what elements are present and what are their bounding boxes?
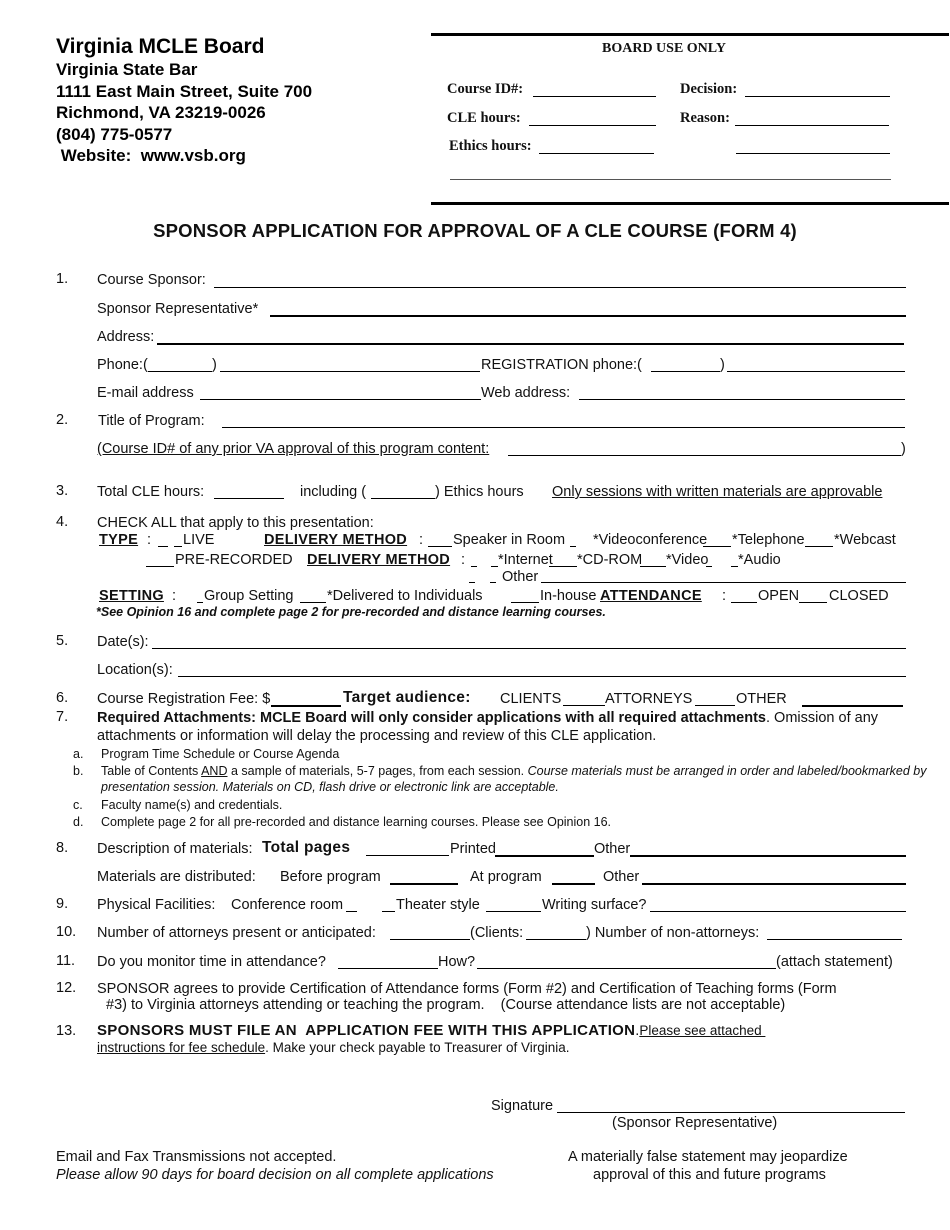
header-address <box>56 34 312 167</box>
certification-line-1: SPONSOR agrees to provide Certification of Attendance forms (Form #2) and Certification of Teaching forms (Form <box>97 981 837 997</box>
other-audience-label: OTHER <box>736 691 787 707</box>
monitor-time-label: Do you monitor time in attendance? <box>97 954 326 970</box>
prerecorded-checkbox[interactable] <box>146 552 174 567</box>
item-number-5: 5. <box>56 633 69 649</box>
attachment-b-letter: b. <box>73 764 84 778</box>
attachment-a-letter: a. <box>73 747 84 761</box>
including-label: including ( <box>300 484 367 500</box>
org-name: Virginia MCLE Board <box>56 35 265 58</box>
certification-line-2: #3) to Virginia attorneys attending or teaching the program. (Course attendance lists are not acceptable) <box>106 997 786 1013</box>
total-pages-label: Total pages <box>262 839 351 856</box>
fee-field[interactable] <box>271 691 341 707</box>
footer-transmissions: Email and Fax Transmissions not accepted. <box>56 1149 337 1165</box>
attachment-c-letter: c. <box>73 798 83 812</box>
decision-label: Decision: <box>680 81 738 97</box>
theater-checkbox[interactable] <box>382 897 395 912</box>
phone-field[interactable] <box>220 357 480 372</box>
website: Website: www.vsb.org <box>56 146 246 165</box>
program-title-label: Title of Program: <box>98 413 205 429</box>
sponsor-rep-label: Sponsor Representative* <box>97 301 259 317</box>
attachment-b-line-2: presentation session. Materials on CD, flash drive or electronic link are acceptable. <box>101 780 559 794</box>
closed-checkbox[interactable] <box>799 588 827 603</box>
city-address: Richmond, VA 23219-0026 <box>56 103 266 122</box>
attachment-b-text-2: a sample of materials, 5-7 pages, from each session. <box>227 764 528 778</box>
email-label: E-mail address <box>97 385 194 401</box>
web-label: Web address: <box>481 385 571 401</box>
writing-checkbox[interactable] <box>486 897 541 912</box>
board-use-heading: BOARD USE ONLY <box>602 41 726 56</box>
street-address: 1111 East Main Street, Suite 700 <box>56 81 313 101</box>
signature-field[interactable] <box>557 1098 905 1113</box>
fee-instructions-link-1[interactable]: Please see attached <box>639 1023 766 1038</box>
item-number-7: 7. <box>56 709 69 725</box>
cle-hours-label: CLE hours: <box>447 110 521 126</box>
attorneys-checkbox[interactable] <box>695 691 735 706</box>
fee-notice-rest: . Make your check payable to Treasurer of Virginia. <box>265 1040 570 1055</box>
cdrom-checkbox[interactable] <box>549 552 577 567</box>
audio-checkbox[interactable] <box>731 552 738 567</box>
attachment-b-text-1: Table of Contents <box>101 764 202 778</box>
attachments-line-1 <box>97 709 878 727</box>
phone-label: Phone:( <box>97 357 148 373</box>
item-number-8: 8. <box>56 840 69 856</box>
board-use-box <box>431 33 949 205</box>
how-label: How? <box>438 954 476 970</box>
telephone-label: *Telephone <box>732 532 805 548</box>
open-label: OPEN <box>758 588 800 604</box>
writing-surface-field[interactable] <box>650 897 906 912</box>
group-checkbox[interactable] <box>197 588 203 603</box>
how-field[interactable] <box>477 954 776 969</box>
prerecorded-label: PRE-RECORDED <box>175 552 293 568</box>
facilities-label: Physical Facilities: <box>97 897 216 913</box>
attachment-d-letter: d. <box>73 815 84 829</box>
location-field[interactable] <box>178 662 906 677</box>
printed-label: Printed <box>450 841 496 857</box>
phone-close: ) <box>212 357 217 373</box>
address-label: Address: <box>97 329 155 345</box>
item-number-3: 3. <box>56 483 69 499</box>
attachments-line-2: attachments or information will delay the processing and review of this CLE application. <box>97 728 657 744</box>
video-label: *Video <box>666 552 709 568</box>
web-field[interactable] <box>579 385 905 400</box>
group-label: Group Setting <box>204 588 294 604</box>
phone-number: (804) 775-0577 <box>56 124 173 144</box>
signature-label: Signature <box>491 1098 554 1114</box>
fee-notice-line-2 <box>97 1039 570 1057</box>
speaker-label: Speaker in Room <box>453 532 566 548</box>
other-delivery-label: Other <box>502 569 539 585</box>
item-number-2: 2. <box>56 412 69 428</box>
other-materials-field[interactable] <box>630 841 906 857</box>
dates-label: Date(s): <box>97 634 149 650</box>
location-label: Location(s): <box>97 662 173 678</box>
course-sponsor-label: Course Sponsor: <box>97 272 206 288</box>
other-distribution-label: Other <box>603 869 640 885</box>
item-number-6: 6. <box>56 690 69 706</box>
decision-field[interactable] <box>745 81 890 97</box>
distributed-label: Materials are distributed: <box>97 869 256 885</box>
attachment-b-and: AND <box>201 764 228 778</box>
internet-label: *Internet <box>498 552 553 568</box>
attachment-c: Faculty name(s) and credentials. <box>101 798 283 812</box>
conference-room-label: Conference room <box>231 897 344 913</box>
non-attorneys-field[interactable] <box>767 925 902 940</box>
prior-approval-field[interactable] <box>508 441 901 456</box>
attachment-b-italic-1: Course materials must be arranged in order and labeled/bookmarked by <box>527 764 927 778</box>
before-program-label: Before program <box>280 869 381 885</box>
item-number-1: 1. <box>56 271 69 287</box>
total-hours-label: Total CLE hours: <box>97 484 205 500</box>
delivery-method-label: DELIVERY METHOD <box>264 532 408 548</box>
item-number-4: 4. <box>56 514 69 530</box>
attorneys-count-label: Number of attorneys present or anticipated: <box>97 925 376 941</box>
ethics-hours-field[interactable] <box>539 138 654 154</box>
at-program-field[interactable] <box>552 869 595 885</box>
opinion-16-note: *See Opinion 16 and complete page 2 for pre-recorded and distance learning courses. <box>96 605 606 619</box>
total-pages-field[interactable] <box>366 841 449 856</box>
live-checkbox-2[interactable] <box>174 532 182 547</box>
at-program-label: At program <box>470 869 542 885</box>
attachment-d: Complete page 2 for all pre-recorded and distance learning courses. Please see Opinion 16. <box>101 815 612 829</box>
other-delivery-field[interactable] <box>541 568 906 583</box>
clients-checkbox[interactable] <box>563 691 605 706</box>
fee-notice-line-1 <box>97 1022 765 1040</box>
internet-checkbox-a[interactable] <box>471 552 477 567</box>
materials-desc-label: Description of materials: <box>97 841 253 857</box>
video-checkbox[interactable] <box>640 552 666 567</box>
reason-field-2[interactable] <box>736 138 890 154</box>
speaker-checkbox[interactable] <box>428 532 452 547</box>
setting-label: SETTING <box>99 588 164 604</box>
delivery-method-label-2: DELIVERY METHOD <box>307 552 451 568</box>
attorneys-label: ATTORNEYS <box>605 691 693 707</box>
check-all-label: CHECK ALL that apply to this presentation: <box>97 515 374 531</box>
item-number-9: 9. <box>56 896 69 912</box>
attachments-bold: Required Attachments: MCLE Board will only consider applications with all required attachments <box>97 710 766 726</box>
printed-field[interactable] <box>495 841 594 857</box>
individuals-label: *Delivered to Individuals <box>327 588 483 604</box>
sponsor-rep-field[interactable] <box>270 300 906 317</box>
non-attorneys-label: ) Number of non-attorneys: <box>586 925 760 941</box>
item-number-13: 13. <box>56 1023 77 1039</box>
audio-label: *Audio <box>738 552 781 568</box>
writing-surface-label: Writing surface? <box>542 897 647 913</box>
cle-hours-field[interactable] <box>529 110 656 126</box>
target-audience-label: Target audience: <box>343 689 471 706</box>
attendance-label: ATTENDANCE <box>600 588 702 604</box>
webcast-checkbox[interactable] <box>805 532 833 547</box>
cdrom-label: *CD-ROM <box>577 552 643 568</box>
footer-decision-time: Please allow 90 days for board decision on all complete applications <box>56 1167 494 1183</box>
fee-instructions-link-2[interactable]: instructions for fee schedule <box>97 1040 266 1055</box>
closed-label: CLOSED <box>829 588 889 604</box>
signature-sub-label: (Sponsor Representative) <box>612 1115 778 1131</box>
reg-phone-label: REGISTRATION phone:( <box>481 357 642 373</box>
ethics-hours-label: Ethics hours: <box>449 138 532 154</box>
inhouse-checkbox[interactable] <box>511 588 539 603</box>
open-checkbox[interactable] <box>731 588 757 603</box>
phone-area-field[interactable] <box>148 357 212 372</box>
reg-phone-area-field[interactable] <box>651 357 720 372</box>
course-id-label: Course ID#: <box>447 81 524 97</box>
clients-label: CLIENTS <box>500 691 562 707</box>
conference-room-checkbox[interactable] <box>346 897 357 912</box>
address-field[interactable] <box>157 328 904 345</box>
webcast-label: *Webcast <box>834 532 896 548</box>
bar-name: Virginia State Bar <box>56 60 198 79</box>
course-sponsor-field[interactable] <box>214 272 906 288</box>
item-number-12: 12. <box>56 980 77 996</box>
course-id-field[interactable] <box>533 81 656 97</box>
live-checkbox[interactable] <box>158 532 168 547</box>
email-field[interactable] <box>200 385 481 400</box>
videoconf-checkbox[interactable] <box>570 532 576 547</box>
item-number-11: 11. <box>56 953 76 969</box>
reason-field[interactable] <box>735 110 889 126</box>
fee-notice-bold: SPONSORS MUST FILE AN APPLICATION FEE WITH THIS APPLICATION <box>97 1022 636 1039</box>
clients-count-field[interactable] <box>526 925 586 940</box>
type-label: TYPE <box>99 532 139 548</box>
inhouse-label: In-house <box>540 588 597 604</box>
ethics-label: ) Ethics hours <box>435 484 524 500</box>
live-label: LIVE <box>183 532 215 548</box>
internet-checkbox[interactable] <box>491 552 498 567</box>
reason-label: Reason: <box>680 110 730 126</box>
before-program-field[interactable] <box>390 869 458 885</box>
telephone-checkbox[interactable] <box>703 532 731 547</box>
form-title: SPONSOR APPLICATION FOR APPROVAL OF A CLE COURSE (FORM 4) <box>153 220 797 241</box>
fee-label: Course Registration Fee: $ <box>97 691 271 707</box>
total-hours-field[interactable] <box>214 484 284 499</box>
video-checkbox-2[interactable] <box>706 552 712 567</box>
reg-phone-close: ) <box>720 357 725 373</box>
item-number-10: 10. <box>56 924 77 940</box>
videoconf-label: *Videoconference <box>593 532 708 548</box>
other-audience-field[interactable] <box>802 691 903 707</box>
program-title-field[interactable] <box>222 413 905 428</box>
attach-statement-label: (attach statement) <box>776 954 893 970</box>
written-materials-note: Only sessions with written materials are approvable <box>552 484 883 500</box>
dates-field[interactable] <box>152 634 906 649</box>
prior-approval-close: ) <box>901 441 906 457</box>
board-use-rule <box>450 178 891 180</box>
prior-approval-label: (Course ID# of any prior VA approval of this program content: <box>97 441 490 457</box>
footer-false-statement-2: approval of this and future programs <box>593 1167 826 1183</box>
theater-label: Theater style <box>396 897 480 913</box>
attachment-a: Program Time Schedule or Course Agenda <box>101 747 340 761</box>
individuals-checkbox[interactable] <box>300 588 326 603</box>
clients-count-label: (Clients: <box>470 925 524 941</box>
attorneys-count-field[interactable] <box>390 925 470 940</box>
other-distribution-field[interactable] <box>642 869 906 885</box>
fee-notice-dot: . <box>635 1023 640 1039</box>
other-materials-label: Other <box>594 841 631 857</box>
footer-false-statement-1: A materially false statement may jeopardize <box>568 1149 848 1165</box>
attachments-rest: . Omission of any <box>766 710 879 726</box>
monitor-time-field[interactable] <box>338 954 438 969</box>
ethics-hours-input[interactable] <box>371 484 435 499</box>
other-checkbox[interactable] <box>490 568 496 583</box>
reg-phone-field[interactable] <box>727 357 905 372</box>
other-checkbox-a[interactable] <box>469 568 475 583</box>
